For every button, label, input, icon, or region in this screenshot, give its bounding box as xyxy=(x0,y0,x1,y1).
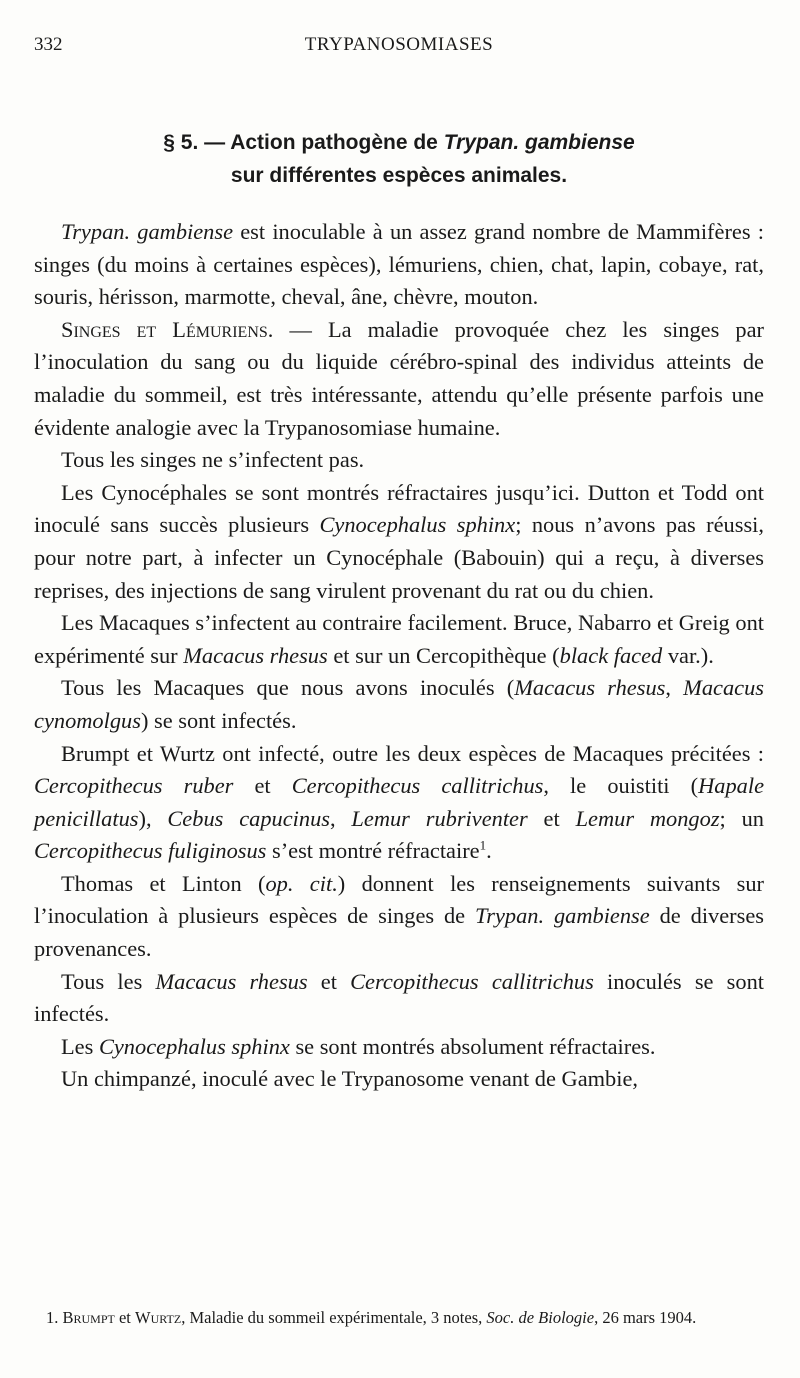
page-number: 332 xyxy=(34,34,63,55)
section-title-species: Trypan. gambiense xyxy=(443,131,635,154)
section-title-part-a: Action pathogène de xyxy=(230,131,444,154)
paragraph-2: Singes et Lémuriens. — La maladie provoquée chez les singes par l’inoculation du sang ou du liquide cérébro-spinal des individus atteints de maladie du sommeil, est très intéressante, attendu qu’elle présente parfois une évidente analogie avec la Trypanosomiase humaine. xyxy=(34,316,764,440)
section-heading xyxy=(34,126,764,192)
paragraph-8: Thomas et Linton (op. cit.) donnent les renseignements suivants sur l’inoculation à plusieurs espèces de singes de Trypan. gambiense de diverses provenances. xyxy=(34,870,764,962)
section-number: § 5. xyxy=(163,131,199,154)
footnote: 1. Brumpt et Wurtz, Maladie du sommeil expérimentale, 3 notes, Soc. de Biologie, 26 mars 1904. xyxy=(46,1308,697,1327)
paragraph-6: Tous les Macaques que nous avons inoculés (Macacus rhesus, Macacus cynomolgus) se sont infectés. xyxy=(34,675,764,733)
running-title: TRYPANOSOMIASES xyxy=(304,34,494,55)
body-text xyxy=(34,216,764,1096)
paragraph-3: Tous les singes ne s’infectent pas. xyxy=(61,447,365,473)
footnote-number: 1. xyxy=(46,1308,59,1327)
running-head xyxy=(34,34,764,60)
section-title-part-b: sur différentes espèces animales. xyxy=(230,164,568,187)
section-heading-line-1: § 5. — Action pathogène de Trypan. gambiense xyxy=(163,131,635,154)
paragraph-10: Les Cynocephalus sphinx se sont montrés absolument réfractaires. xyxy=(61,1033,656,1059)
footnote-journal: Soc. de Biologie xyxy=(486,1308,595,1327)
subsection-heading: Singes et Lémuriens. xyxy=(61,316,274,342)
paragraph-4: Les Cynocéphales se sont montrés réfractaires jusqu’ici. Dutton et Todd ont inoculé sans succès plusieurs Cynocephalus sphinx; nous n’avons pas réussi, pour notre part, à infecter un Cynocéphale (Babouin) qui a reçu, à diverses reprises, des injections de sang virulent provenant du rat ou du chien. xyxy=(34,479,764,603)
footnote-ref[interactable]: 1 xyxy=(479,837,487,853)
paragraph-1: Trypan. gambiense est inoculable à un assez grand nombre de Mammifères : singes (du moins à certaines espèces), lémuriens, chien, chat, lapin, cobaye, rat, souris, hérisson, marmotte, cheval, âne, chèvre, mouton. xyxy=(34,219,764,310)
paragraph-11: Un chimpanzé, inoculé avec le Trypanosome venant de Gambie, xyxy=(61,1066,639,1092)
paragraph-9: Tous les Macacus rhesus et Cercopithecus callitrichus inoculés se sont infectés. xyxy=(34,968,764,1027)
paragraph-5: Les Macaques s’infectent au contraire facilement. Bruce, Nabarro et Greig ont expérimenté sur Macacus rhesus et sur un Cercopithèque (black faced var.). xyxy=(34,610,764,668)
paragraph-7: Brumpt et Wurtz ont infecté, outre les deux espèces de Macaques précitées : Cercopithecus ruber et Cercopithecus callitrichus, le ouistiti (Hapale penicillatus), Cebus capucinus, Lemur rubriventer et Lemur mongoz; un Cercopithecus fuliginosus s’est montré réfractaire$^1$. xyxy=(34,740,765,864)
